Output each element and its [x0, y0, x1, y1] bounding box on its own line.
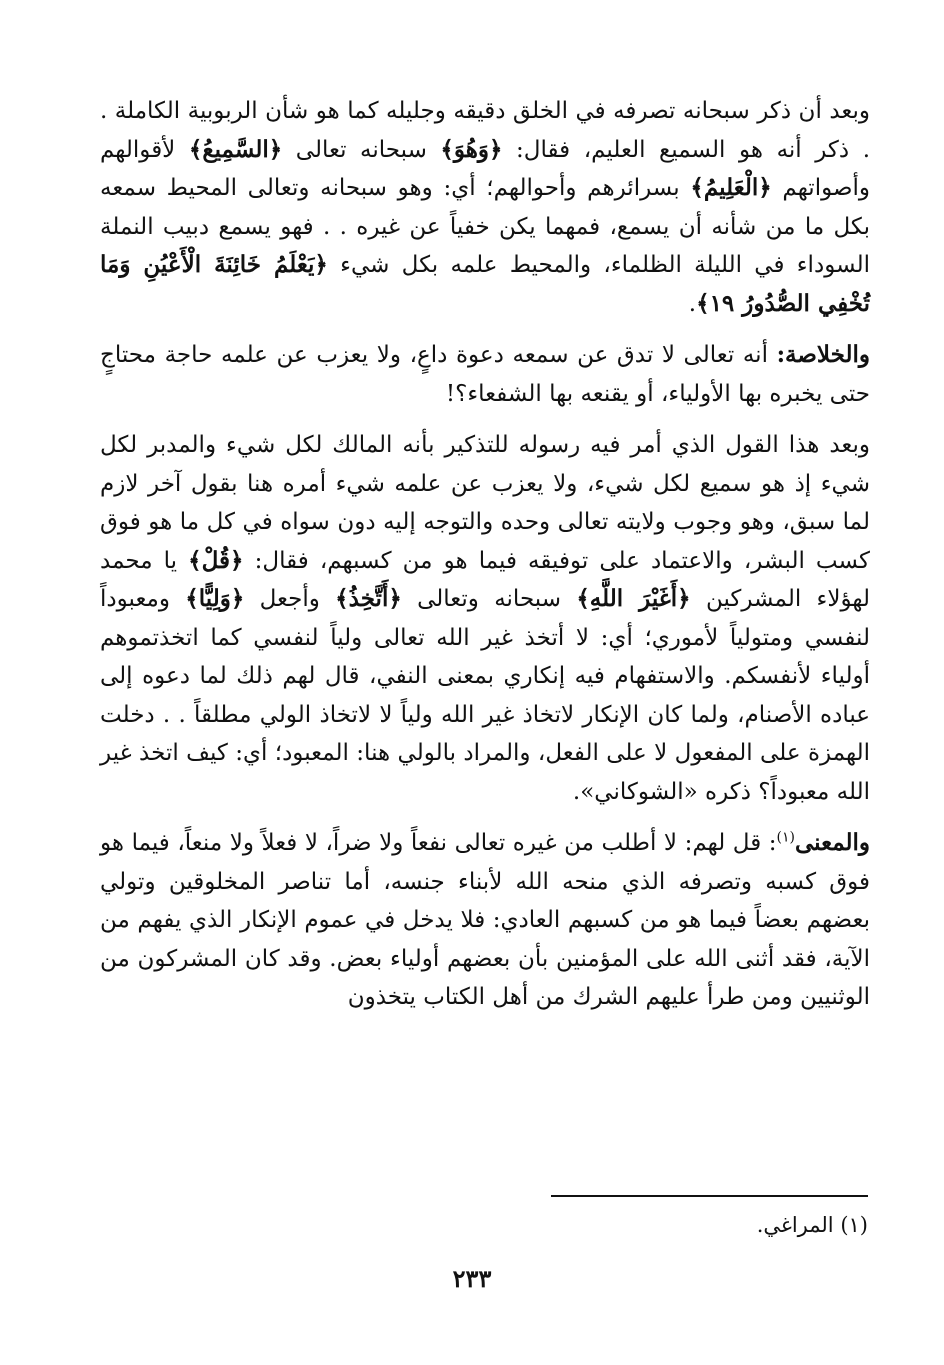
text-run: يا محمد لهؤلاء المشركين: [100, 547, 870, 612]
quran-quote: ﴿أَتَّخِذُ﴾: [335, 585, 402, 612]
quran-quote: ﴿أَغَيْرَ اللَّهِ﴾: [576, 585, 691, 612]
text-run: لأقوالهم وأصواتهم: [100, 136, 870, 201]
quran-quote: ﴿يَعْلَمُ خَائِنَةَ الْأَعْيُنِ وَمَا تُخْفِي الصُّدُورُ ١٩﴾: [100, 251, 870, 317]
bold-term: والخلاصة:: [776, 341, 870, 368]
text-run: سبحانه وتعالى: [401, 586, 577, 612]
text-run: وأجعل: [244, 586, 336, 612]
quran-quote: ﴿قُلْ﴾: [188, 546, 244, 574]
quran-quote: ﴿الْعَلِيمُ﴾: [690, 174, 772, 201]
footnote: (١) المراغي.: [756, 1213, 868, 1237]
text-run: وبعد أن ذكر سبحانه تصرفه في الخلق دقيقه وجليله كما هو شأن الربوبية الكاملة . . ذكر أنه هو السميع العليم، فقال:: [100, 98, 870, 163]
footnote-separator: [551, 1195, 868, 1197]
paragraph-1: [100, 92, 870, 323]
quran-quote: ﴿وَهُوَ﴾: [440, 135, 503, 163]
paragraph-2: [100, 336, 870, 413]
quran-quote: ﴿السَّمِيعُ﴾: [188, 135, 283, 163]
footnote-marker: (١): [776, 829, 795, 846]
text-run: ومعبوداً لنفسي ومتولياً لأموري؛ أي: لا أتخذ غير الله تعالى ولياً لنفسي كما اتخذتموهم أولياء لأنفسكم. والاستفهام فيه إنكاري بمعنى النفي، قال لهم ذلك لما دعوه إلى عباده الأصنام، ولما كان الإنكار لاتخاذ غير الله ولياً لا لاتخاذ الولي مطلقاً . . دخلت الهمزة على المفعول لا على الفعل، والمراد بالولي هنا: المعبود؛ أي: كيف اتخذ غير الله معبوداً؟ ذكره «الشوكاني».: [100, 586, 870, 805]
text-run: سبحانه تعالى: [282, 136, 441, 163]
text-run: .: [688, 290, 697, 317]
page-number: ٢٣٣: [452, 1264, 492, 1293]
bold-term: والمعنى: [794, 829, 870, 856]
text-run: وبعد هذا القول الذي أمر فيه رسوله للتذكير بأنه المالك لكل شيء والمدبر لكل شيء إذ هو سميع لكل شيء، ولا يعزب عن علمه شيء أمره هنا بقول آخر لازم لما سبق، وهو وجوب ولايته تعالى وحده والتوجه إليه دون سواه في كل ما هو فوق كسب البشر، والاعتماد على توفيقه فيما هو من كسبهم، فقال:: [100, 432, 870, 574]
text-run: : قل لهم: لا أطلب من غيره تعالى نفعاً ولا ضراً، لا فعلاً ولا منعاً، فيما هو فوق كسبه وتصرفه الذي منحه الله لأبناء جنسه، أما تناصر المخلوقين وتولي بعضهم بعضاً فيما هو من كسبهم العادي: فلا يدخل في عموم الإنكار الذي يفهم من الآية، فقد أثنى الله على المؤمنين بأن بعضهم أولياء بعض. وقد كان المشركون من الوثنيين ومن طرأ عليهم الشرك من أهل الكتاب يتخذون: [100, 830, 870, 1010]
text-run: بسرائرهم وأحوالهم؛ أي: وهو سبحانه وتعالى المحيط سمعه بكل ما من شأنه أن يسمع، فمهما يكن خفياً عن غيره . . فهو يسمع دبيب النملة السوداء في الليلة الظلماء، والمحيط علمه بكل شيء: [100, 175, 870, 278]
paragraph-3: [100, 426, 870, 811]
text-run: أنه تعالى لا تدق عن سمعه دعوة داعٍ، ولا يعزب عن علمه حاجة محتاجٍ حتى يخبره بها الأولياء، أو يقنعه بها الشفعاء؟!: [100, 342, 870, 407]
quran-quote: ﴿وَلِيًّا﴾: [185, 585, 245, 612]
paragraph-4: [100, 824, 870, 1017]
main-text: [100, 92, 870, 1017]
